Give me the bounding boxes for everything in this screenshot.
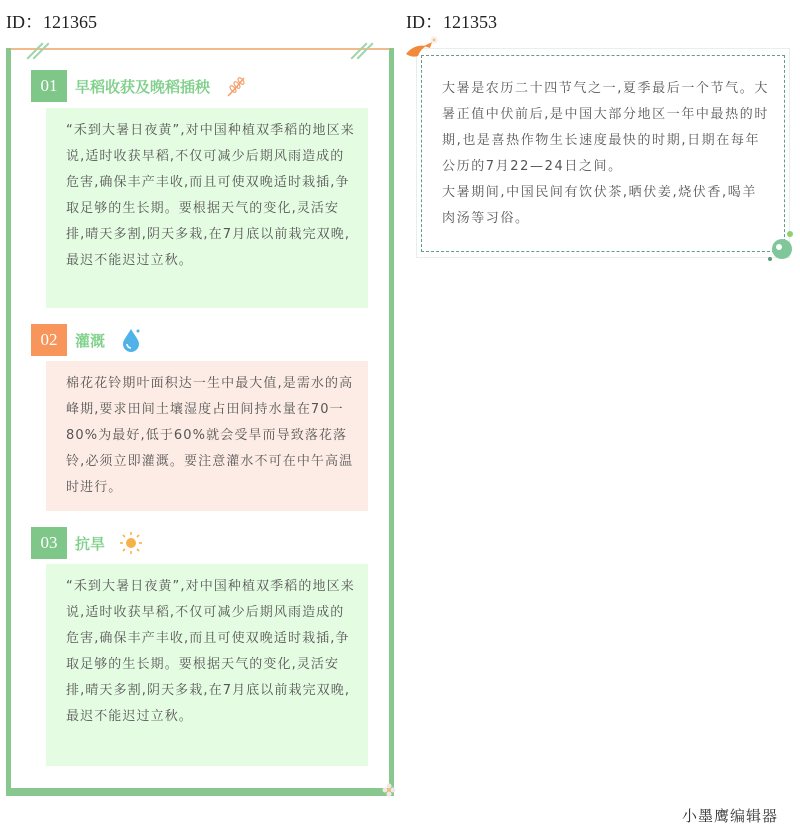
section-number-badge: 01 [31, 70, 67, 102]
flower-icon [382, 782, 396, 796]
section-header-3 [31, 527, 143, 559]
template-id-right: ID：121353 [406, 12, 497, 32]
sun-icon [119, 531, 143, 555]
section-number-badge: 02 [31, 324, 67, 356]
wheat-icon [224, 74, 248, 98]
section-text-box: 棉花花铃期叶面积达一生中最大值,是需水的高峰期,要求田间土壤湿度占田间持水量在70一80%为最好,低于60%就会受旱而导致落花落铃,必须立即灌溉。要注意灌水不可在中午高温时进行。 [46, 361, 368, 511]
template-id-left: ID：121365 [6, 12, 97, 32]
right-template-card[interactable] [416, 48, 790, 258]
section-header-2 [31, 324, 143, 356]
section-text-box: “禾到大暑日夜黄”,对中国种植双季稻的地区来说,适时收获早稻,不仅可减少后期风雨造成的危害,确保丰产丰收,而且可使双晚适时栽插,争取足够的生长期。要根据天气的变化,灵活安排,晴天多割,阴天多栽,在7月底以前栽完双晚,最迟不能迟过立秋。 [46, 564, 368, 766]
koi-fish-icon [404, 36, 440, 60]
water-drop-icon [119, 328, 143, 352]
left-template-card[interactable] [6, 48, 394, 796]
footer-brand: 小墨鹰编辑器 [681, 807, 778, 825]
paragraph-1: 大暑是农历二十四节气之一,夏季最后一个节气。大暑正值中伏前后,是中国大部分地区一年中最热的时期,也是喜热作物生长速度最快的时期,日期在每年公历的7月22—24日之间。 [442, 81, 769, 174]
section-header-1 [31, 70, 248, 102]
slash-decoration-icon [28, 40, 54, 58]
section-title: 早稻收获及晚稻插秧 [75, 77, 211, 96]
right-text-content [442, 76, 770, 232]
leaf-flower-icon [766, 230, 796, 264]
section-title: 灌溉 [75, 331, 106, 350]
paragraph-2: 大暑期间,中国民间有饮伏茶,晒伏姜,烧伏香,喝羊肉汤等习俗。 [442, 185, 757, 226]
section-text-box: “禾到大暑日夜黄”,对中国种植双季稻的地区来说,适时收获早稻,不仅可减少后期风雨造成的危害,确保丰产丰收,而且可使双晚适时栽插,争取足够的生长期。要根据天气的变化,灵活安排,晴天多割,阴天多栽,在7月底以前栽完双晚,最迟不能迟过立秋。 [46, 108, 368, 308]
section-title: 抗旱 [75, 534, 106, 553]
section-number-badge: 03 [31, 527, 67, 559]
slash-decoration-icon [352, 40, 378, 58]
